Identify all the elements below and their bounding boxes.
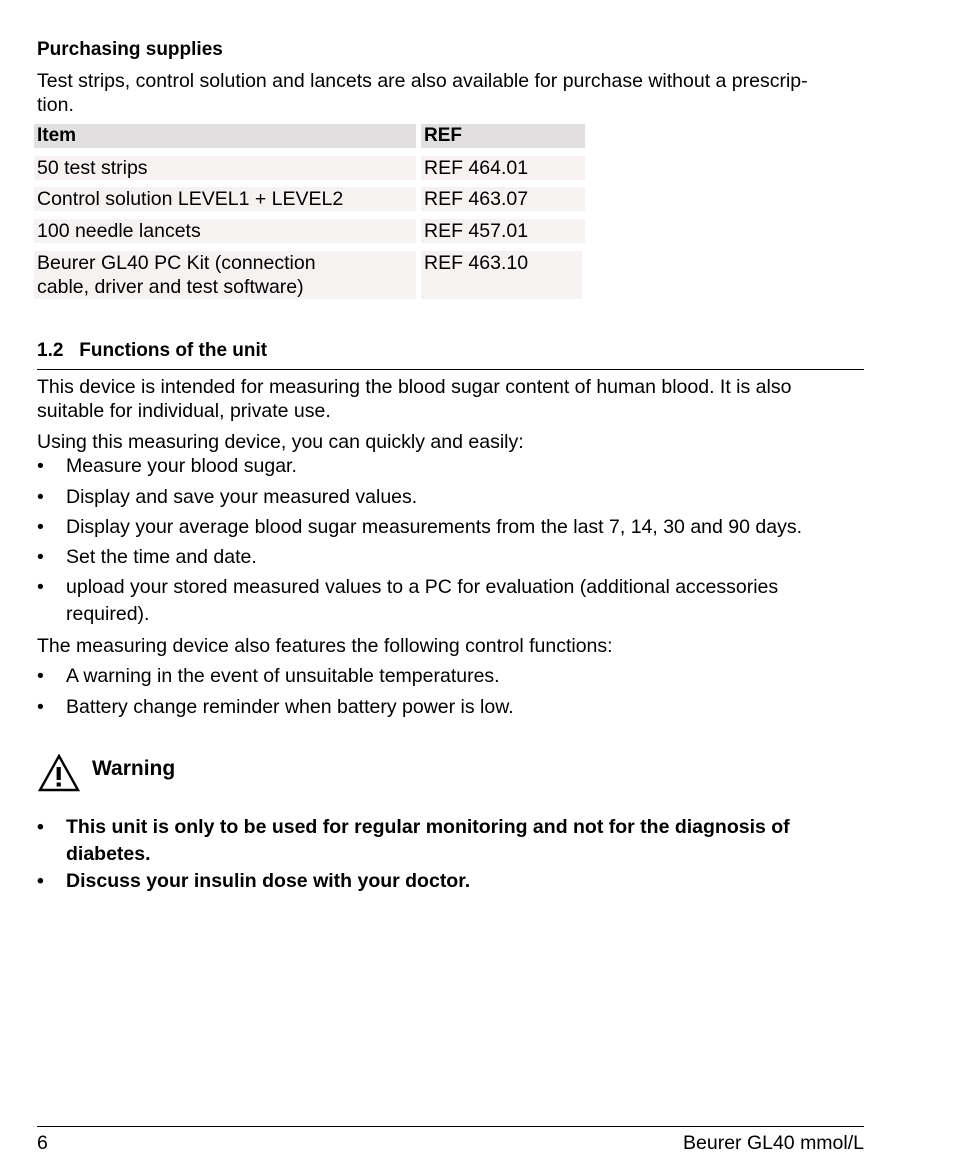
section-number: 1.2 bbox=[37, 340, 64, 361]
purchasing-intro-line: Test strips, control solution and lancets are also available for purchase without a prescrip- bbox=[37, 70, 808, 92]
functions-lead: Using this measuring device, you can quickly and easily: bbox=[37, 431, 524, 453]
table-row bbox=[34, 251, 594, 299]
ref-cell: REF 463.07 bbox=[421, 187, 585, 211]
list-item-text: A warning in the event of unsuitable temperatures. bbox=[66, 665, 500, 687]
control-functions-lead: The measuring device also features the following control functions: bbox=[37, 635, 613, 657]
table-row bbox=[34, 219, 594, 243]
bullet-marker: • bbox=[37, 696, 44, 718]
list-item-line: upload your stored measured values to a PC for evaluation (additional accessories bbox=[66, 576, 779, 598]
bullet-marker: • bbox=[37, 546, 44, 568]
warning-item-text bbox=[66, 814, 864, 868]
column-header-item: Item bbox=[34, 124, 416, 148]
item-cell: 50 test strips bbox=[34, 156, 416, 180]
bullet-marker: • bbox=[37, 665, 44, 687]
warning-item-line: This unit is only to be used for regular monitoring and not for the diagnosis of bbox=[66, 816, 790, 838]
column-header-ref: REF bbox=[421, 124, 585, 148]
table-row bbox=[34, 156, 594, 180]
bullet-marker: • bbox=[37, 486, 44, 508]
list-item-text bbox=[66, 574, 864, 628]
warning-item-line: diabetes. bbox=[66, 843, 151, 865]
bullet-marker: • bbox=[37, 576, 44, 598]
warning-title: Warning bbox=[92, 757, 176, 780]
warning-item-text: Discuss your insulin dose with your doctor. bbox=[66, 870, 471, 892]
purchasing-heading: Purchasing supplies bbox=[37, 39, 223, 60]
section-intro-line: This device is intended for measuring the blood sugar content of human blood. It is also bbox=[37, 376, 792, 398]
purchasing-intro-line: tion. bbox=[37, 94, 74, 116]
list-item-text: Set the time and date. bbox=[66, 546, 257, 568]
list-item-text: Measure your blood sugar. bbox=[66, 455, 297, 477]
list-item-text: Display your average blood sugar measurements from the last 7, 14, 30 and 90 days. bbox=[66, 516, 802, 538]
ref-cell: REF 463.10 bbox=[421, 251, 582, 299]
list-item bbox=[37, 574, 864, 628]
item-cell-line: cable, driver and test software) bbox=[37, 276, 304, 298]
supplies-table bbox=[34, 124, 594, 304]
section-title: Functions of the unit bbox=[79, 340, 268, 361]
bullet-marker: • bbox=[37, 516, 44, 538]
item-cell bbox=[34, 251, 416, 299]
warning-item bbox=[37, 814, 864, 868]
manual-page bbox=[37, 0, 864, 1175]
list-item-line: required). bbox=[66, 603, 150, 625]
warning-triangle-icon bbox=[38, 754, 80, 792]
item-cell: Control solution LEVEL1 + LEVEL2 bbox=[34, 187, 416, 211]
footer-divider bbox=[37, 1126, 864, 1127]
list-item-text: Battery change reminder when battery power is low. bbox=[66, 696, 514, 718]
bullet-marker: • bbox=[37, 870, 44, 892]
section-heading bbox=[37, 339, 864, 370]
page-number: 6 bbox=[37, 1132, 48, 1154]
item-cell: 100 needle lancets bbox=[34, 219, 416, 243]
ref-cell: REF 464.01 bbox=[421, 156, 585, 180]
bullet-marker: • bbox=[37, 816, 44, 838]
ref-cell: REF 457.01 bbox=[421, 219, 585, 243]
section-intro bbox=[37, 375, 864, 423]
item-cell-line: Beurer GL40 PC Kit (connection bbox=[37, 252, 316, 274]
table-row bbox=[34, 187, 594, 211]
purchasing-intro bbox=[37, 69, 864, 117]
footer-model: Beurer GL40 mmol/L bbox=[683, 1132, 864, 1154]
table-header-row bbox=[34, 124, 594, 148]
section-intro-line: suitable for individual, private use. bbox=[37, 400, 331, 422]
bullet-marker: • bbox=[37, 455, 44, 477]
list-item-text: Display and save your measured values. bbox=[66, 486, 418, 508]
